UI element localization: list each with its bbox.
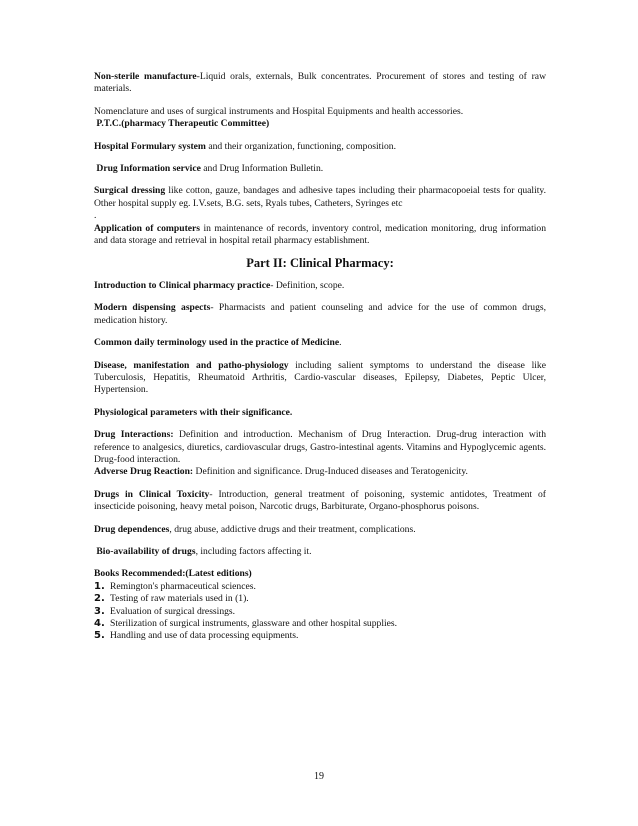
part-heading: Part II: Clinical Pharmacy: — [246, 256, 394, 271]
paragraph-physiological: Physiological parameters with their significance. — [94, 406, 293, 418]
paragraph-formulary: Hospital Formulary system and their organization, functioning, composition. — [94, 140, 396, 152]
list-item: 3. Evaluation of surgical dressings. — [94, 605, 236, 617]
paragraph-computers: Application of computers in maintenance of records, inventory control, medication monitoring, drug information and data storage and retrieval in hospital retail pharmacy establishment. — [94, 222, 546, 247]
paragraph-toxicity: Drugs in Clinical Toxicity- Introduction, general treatment of poisoning, systemic antidotes, Treatment of insecticide poisoning, heavy metal poison, Narcotic drugs, Barbiturate, Organo-phosphorus poisons. — [94, 488, 546, 513]
paragraph-bioavailability: Bio-availability of drugs, including factors affecting it. — [96, 545, 312, 557]
books-title: Books Recommended:(Latest editions) — [94, 568, 252, 580]
paragraph-ptc: P.T.C.(pharmacy Therapeutic Committee) — [96, 118, 270, 130]
paragraph-clinical-intro: Introduction to Clinical pharmacy practice- Definition, scope. — [94, 279, 345, 291]
paragraph-disease: Disease, manifestation and patho-physiology including salient symptoms to understand the disease like Tuberculosis, Hepatitis, Rheumatoid Arthritis, Cardio-vascular diseases, Epilepsy, Diabetes, Peptic Ulcer, Hypertension. — [94, 359, 546, 396]
paragraph-terminology: Common daily terminology used in the practice of Medicine. — [94, 337, 342, 349]
page-content — [94, 71, 546, 643]
list-item: 1. Remington's pharmaceutical sciences. — [94, 580, 256, 592]
paragraph-drug-info: Drug Information service and Drug Information Bulletin. — [96, 163, 324, 175]
paragraph-surgical-dressing: Surgical dressing like cotton, gauze, bandages and adhesive tapes including their pharmacopoeial tests for quality. Other hospital supply eg. I.V.sets, B.G. sets, Ryals tubes, Catheters, Syringes etc — [94, 185, 546, 209]
books-list — [94, 581, 546, 643]
paragraph-drug-interactions: Drug Interactions: Definition and introduction. Mechanism of Drug Interaction. Drug-drug interaction with reference to analgesics, diuretics, cardiovascular drugs, Gastro-intestinal agents. Vitamins and Hypoglycemic agents. Drug-food interaction. — [94, 429, 546, 465]
paragraph-adverse-reaction: Adverse Drug Reaction: Definition and significance. Drug-Induced diseases and Teratogenicity. — [94, 466, 468, 478]
list-item: 5. Handling and use of data processing equipments. — [94, 630, 299, 642]
paragraph-dispensing: Modern dispensing aspects- Pharmacists and patient counseling and advice for the use of common drugs, medication history. — [94, 302, 547, 326]
paragraph-stray-dot: . — [94, 210, 97, 222]
page-number: 19 — [314, 771, 324, 782]
paragraph-nomenclature: Nomenclature and uses of surgical instruments and Hospital Equipments and health accessories. — [94, 105, 464, 117]
paragraph-dependences: Drug dependences, drug abuse, addictive drugs and their treatment, complications. — [94, 523, 416, 535]
paragraph-non-sterile: Non-sterile manufacture-Liquid orals, externals, Bulk concentrates. Procurement of stores and testing of raw materials. — [94, 71, 546, 95]
list-item: 2. Testing of raw materials used in (1). — [94, 593, 249, 605]
list-item: 4. Sterilization of surgical instruments, glassware and other hospital supplies. — [94, 618, 398, 629]
